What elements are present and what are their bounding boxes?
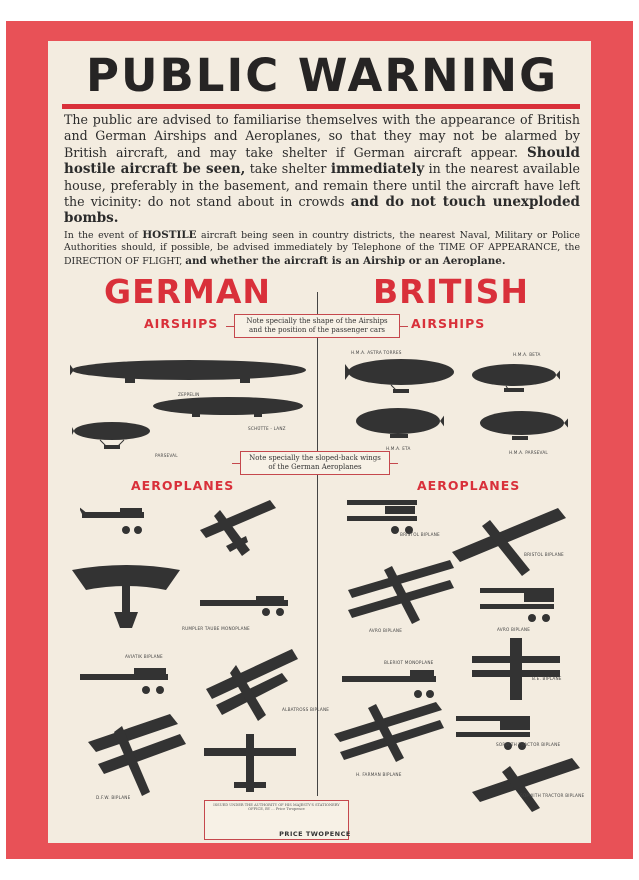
german-airships-heading: AIRSHIPS (144, 316, 219, 331)
avro-label: AVRO BIPLANE (369, 628, 403, 633)
eta-silhouette (354, 407, 444, 441)
bristol-silhouette (345, 496, 421, 536)
parseval-silhouette (72, 420, 152, 450)
hostile-paragraph: In the event of HOSTILE aircraft being seen in country districts, the nearest Naval, Military or Police Authorities should, if possible, be advised immediately by Telephone of the TIME OF APPEARANCE, the DIRECTION OF FLIGHT, and whether the aircraft is an Airship or an Aeroplane. (64, 229, 580, 267)
german-heading: GERMAN (104, 272, 272, 311)
schutte-lanz-silhouette (150, 396, 305, 420)
eta-label: H.M.A. ETA (386, 446, 411, 451)
intro-paragraph: The public are advised to familiarise themselves with the appearance of British and German Airships and Aeroplanes, so that they may not be alarmed by British aircraft, and may take shelter if German aircraft appear. Should hostile aircraft be seen, take shelter immediately in the nearest available house, preferably in the basement, and remain there until the aircraft have left the vicinity: do not stand about in crowds and do not touch unexploded bombs. (64, 112, 580, 227)
british-heading: BRITISH (373, 272, 530, 311)
sopwith-top-label: SOPWITH TRACTOR BIPLANE (520, 793, 585, 798)
aviatik-label: AVIATIK BIPLANE (125, 654, 163, 659)
aeroplanes-note: Note specially the sloped-back wings of the German Aeroplanes (240, 451, 390, 475)
zeppelin-label: ZEPPELIN (178, 392, 200, 397)
rumpler-silhouette (196, 592, 292, 618)
bleriot-label: BLERIOT MONOPLANE (384, 660, 434, 665)
albatross-top-silhouette (190, 490, 280, 560)
taube-silhouette (70, 560, 182, 630)
aviatik-silhouette (76, 662, 172, 698)
bristol-top-silhouette (446, 500, 572, 576)
zeppelin-silhouette (70, 358, 308, 388)
dfw-silhouette (80, 712, 192, 796)
farman-silhouette (330, 694, 446, 764)
monoplane-silhouette (80, 500, 146, 538)
be-silhouette (470, 636, 562, 702)
avro-side-silhouette (478, 584, 560, 624)
price-label: PRICE TWOPENCE (279, 830, 351, 838)
british-parseval-silhouette (478, 410, 568, 444)
albatross-silhouette (196, 645, 302, 725)
avro-silhouette (344, 556, 456, 626)
british-parseval-label: H.M.A. PARSEVAL (509, 450, 548, 455)
dfw-label: D.F.W. BIPLANE (96, 795, 131, 800)
poster-title: PUBLIC WARNING (85, 49, 559, 102)
albatross-label: ALBATROSS BIPLANE (282, 707, 330, 712)
parseval-label: PARSEVAL (155, 453, 178, 458)
schutte-lanz-label: SCHÜTTE - LANZ (248, 426, 286, 431)
farman-label: H. FARMAN BIPLANE (356, 772, 402, 777)
title-rule (62, 104, 580, 109)
be-label: B.E. BIPLANE (532, 676, 562, 681)
avro-side-label: AVRO BIPLANE (497, 627, 531, 632)
sopwith-tractor-label: SOPWITH TRACTOR BIPLANE (496, 742, 561, 747)
astra-label: H.M.A. ASTRA TORRES (351, 350, 402, 355)
bristol-label: BRISTOL BIPLANE (400, 532, 440, 537)
astra-torres-silhouette (345, 358, 457, 394)
center-divider (317, 292, 318, 796)
sopwith-top-silhouette (468, 752, 586, 812)
beta-silhouette (470, 362, 560, 396)
beta-label: H.M.A. BETA (513, 352, 541, 357)
bristol-top-label: BRISTOL BIPLANE (524, 552, 564, 557)
german-aeroplanes-heading: AEROPLANES (131, 478, 235, 493)
british-aeroplanes-heading: AEROPLANES (417, 478, 521, 493)
footer-text: ISSUED UNDER THE AUTHORITY OF HIS MAJESTY'S STATIONERY OFFICE, BY ... Price Twopence (213, 803, 340, 812)
british-airships-heading: AIRSHIPS (411, 316, 486, 331)
rumpler-label: RUMPLER TAUBE MONOPLANE (182, 626, 250, 631)
german-monoplane-front-silhouette (202, 732, 298, 798)
airships-note: Note specially the shape of the Airships and the position of the passenger cars (234, 314, 400, 338)
